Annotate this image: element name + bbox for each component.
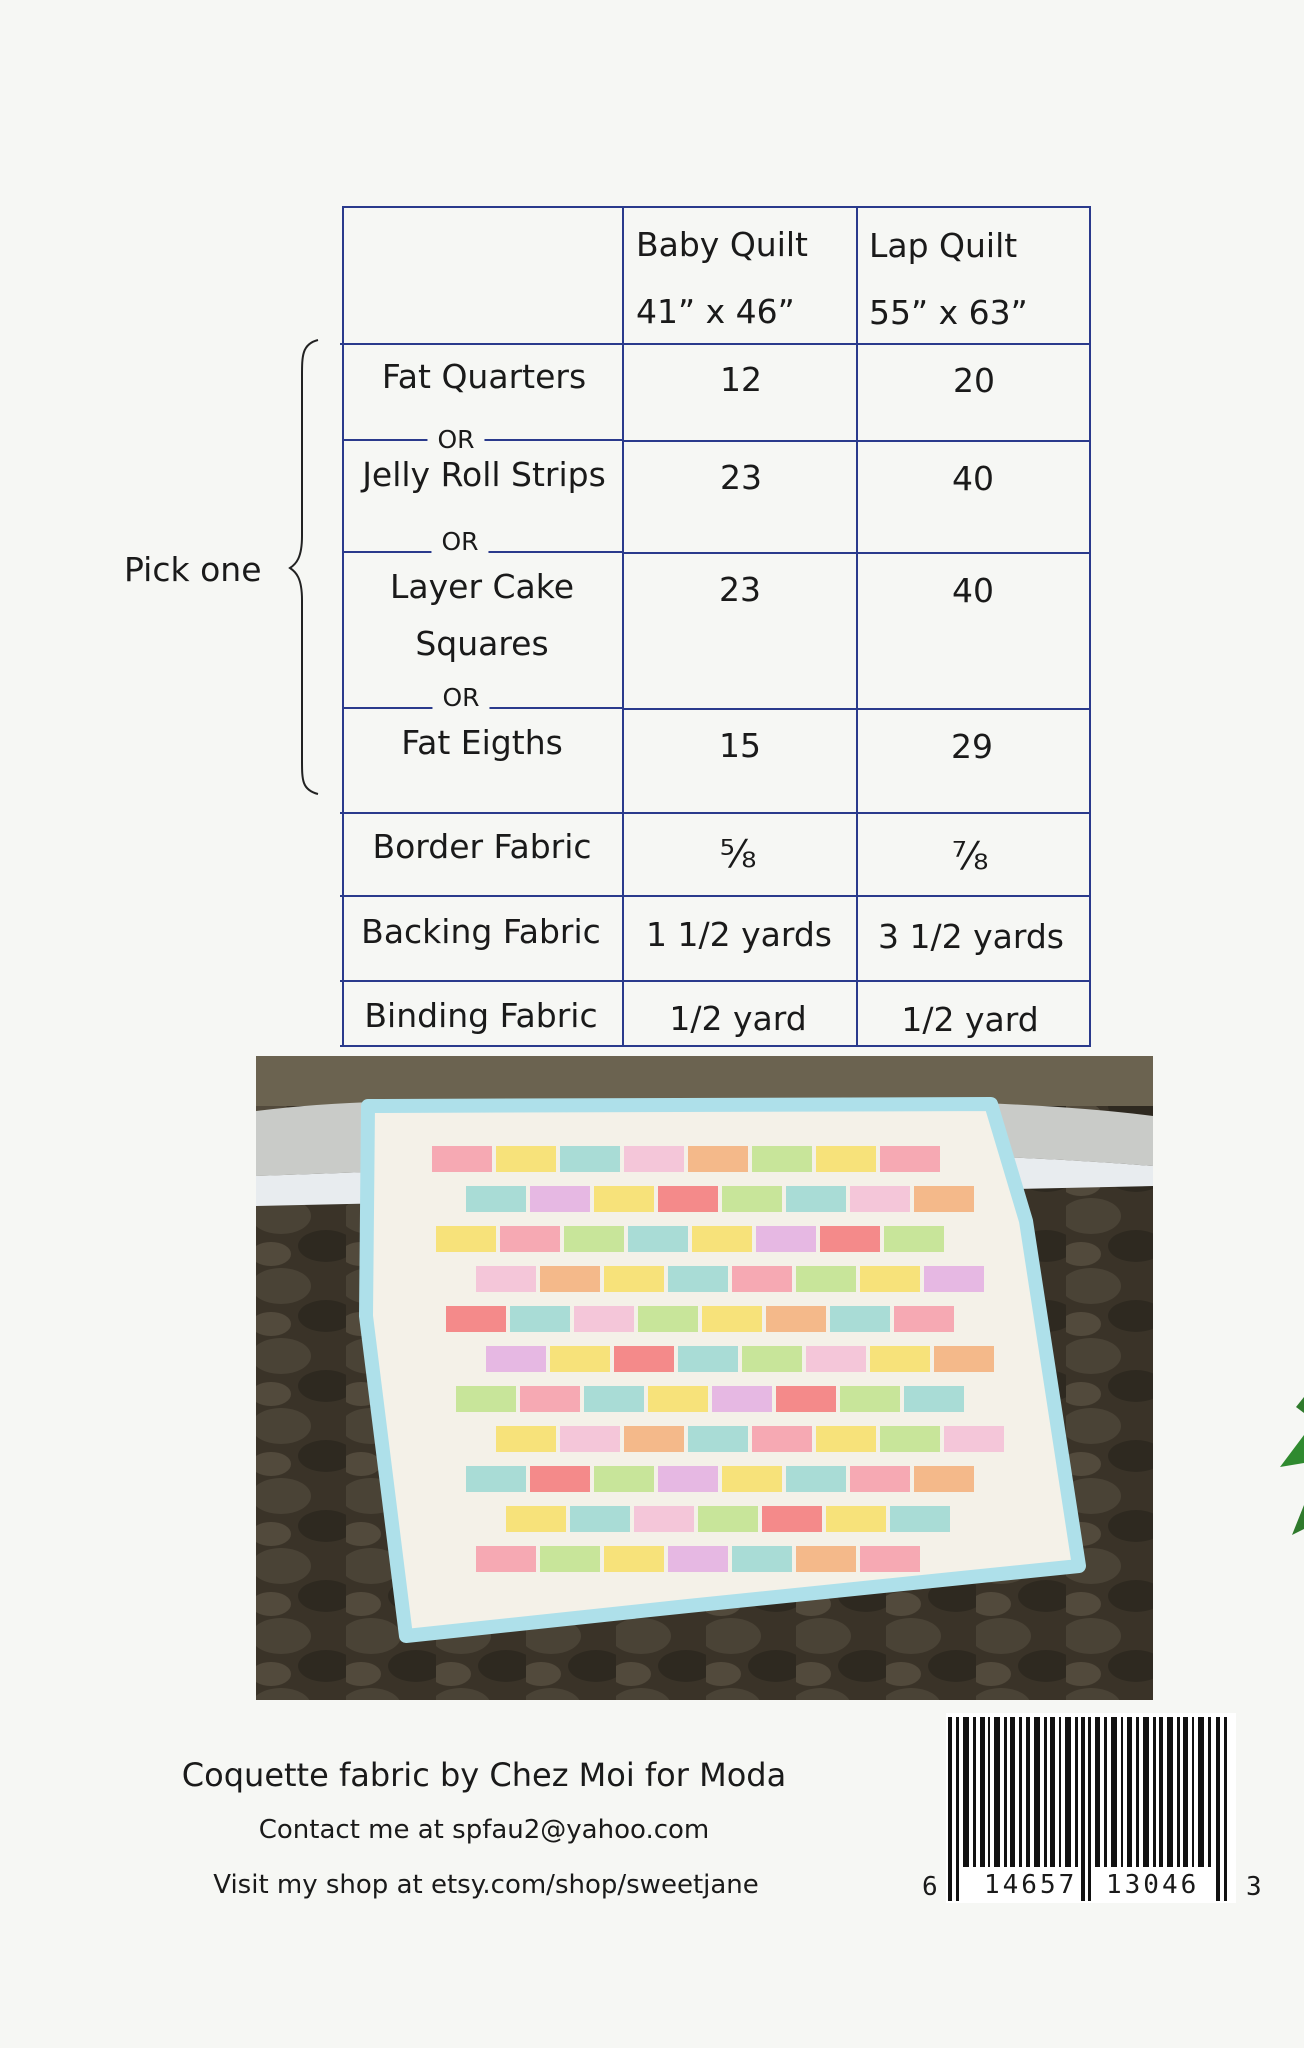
baby-fat-quarters: 12 <box>720 360 762 399</box>
row-label-binding-fabric: Binding Fabric <box>364 996 598 1035</box>
curly-brace <box>286 336 326 796</box>
quilt-photo <box>256 1056 1153 1700</box>
header-baby-quilt: Baby Quilt <box>636 225 808 264</box>
baby-fat-eigths: 15 <box>719 726 761 765</box>
or-separator: OR <box>431 527 488 556</box>
row-label-border-fabric: Border Fabric <box>372 827 592 866</box>
or-separator: OR <box>432 683 489 712</box>
shop-link: Visit my shop at etsy.com/shop/sweetjane <box>213 1870 759 1900</box>
lap-fat-eigths: 29 <box>951 727 993 766</box>
baby-binding-fabric: 1/2 yard <box>669 999 807 1038</box>
header-baby-quilt-size: 41” x 46” <box>636 292 795 331</box>
pick-one-label: Pick one <box>124 550 262 589</box>
barcode-digit-left: 6 <box>922 1872 938 1902</box>
baby-backing-fabric: 1 1/2 yards <box>646 915 832 954</box>
baby-layer-cake: 23 <box>719 570 761 609</box>
header-lap-quilt-size: 55” x 63” <box>869 293 1028 332</box>
row-label-layer-cake: Layer Cake <box>390 567 574 606</box>
barcode-group-1: 14657 <box>984 1870 1078 1900</box>
or-separator: OR <box>427 425 484 454</box>
barcode-digit-right: 3 <box>1246 1872 1262 1902</box>
row-label-backing-fabric: Backing Fabric <box>361 912 601 951</box>
barcode-group-2: 13046 <box>1106 1870 1200 1900</box>
row-label-jelly-roll-strips: Jelly Roll Strips <box>362 455 606 494</box>
lap-border-fabric: ⅞ <box>951 834 989 878</box>
lap-binding-fabric: 1/2 yard <box>901 1000 1039 1039</box>
lap-fat-quarters: 20 <box>953 361 995 400</box>
header-lap-quilt: Lap Quilt <box>869 226 1018 265</box>
fabric-credit: Coquette fabric by Chez Moi for Moda <box>181 1756 787 1794</box>
row-label-fat-quarters: Fat Quarters <box>381 357 587 396</box>
row-label-fat-eigths: Fat Eigths <box>401 723 563 762</box>
row-label-squares: Squares <box>415 624 549 663</box>
lap-layer-cake: 40 <box>952 571 994 610</box>
lap-jelly-roll: 40 <box>952 459 994 498</box>
baby-border-fabric: ⅝ <box>719 832 757 876</box>
leaf-icon <box>1278 1395 1304 1545</box>
contact-email: Contact me at spfau2@yahoo.com <box>258 1815 710 1845</box>
lap-backing-fabric: 3 1/2 yards <box>878 917 1064 956</box>
baby-jelly-roll: 23 <box>720 458 762 497</box>
